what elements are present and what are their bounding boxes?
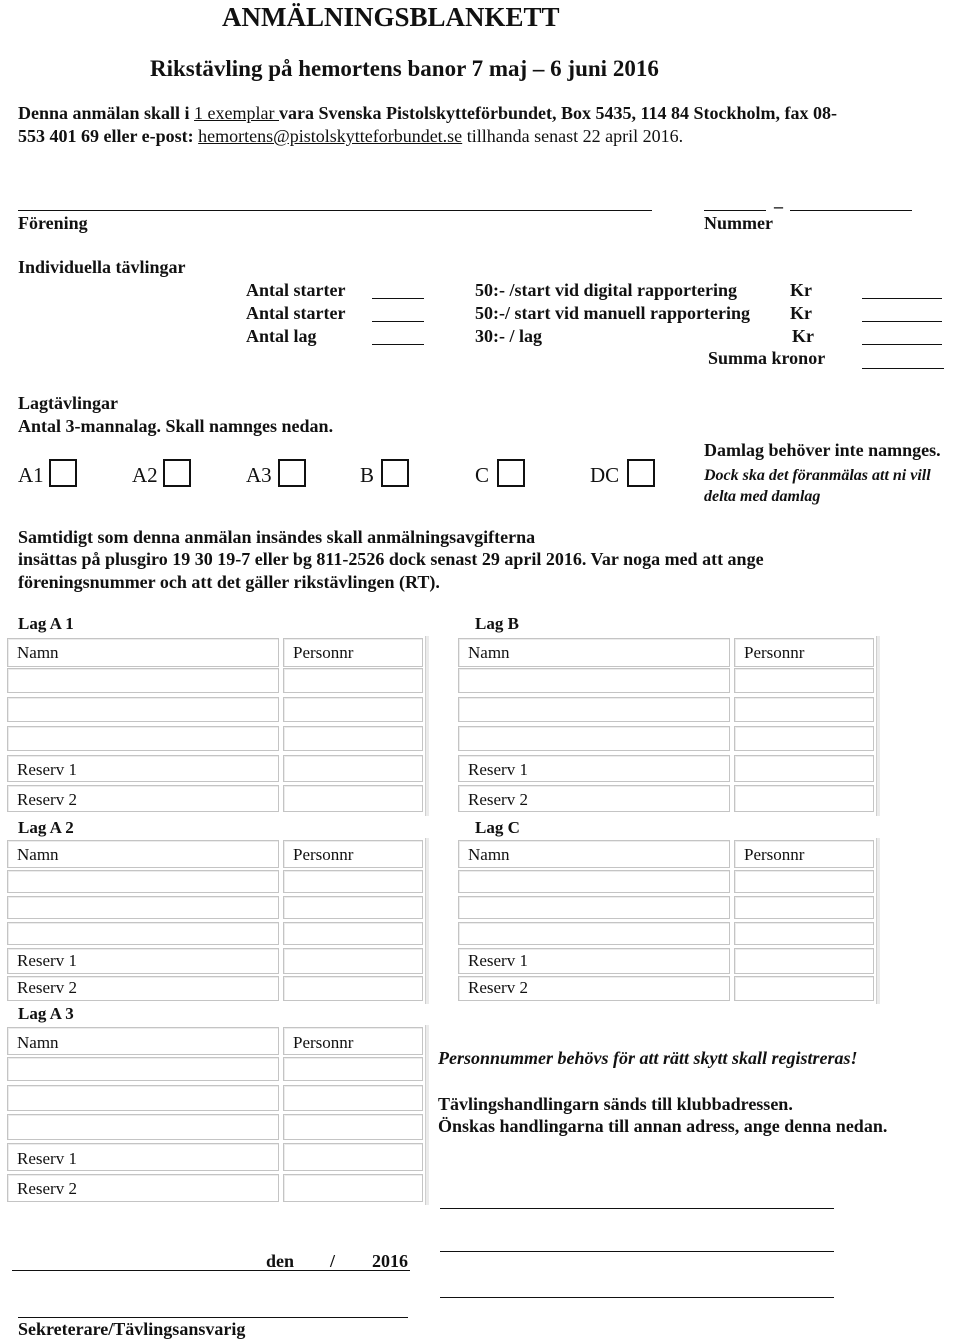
personnr-input-1[interactable] — [283, 668, 423, 693]
handlingar-note-1: Tävlingshandlingarn sänds till klubbadressen. — [438, 1094, 793, 1114]
damlag-note: Damlag behöver inte namnges. — [704, 440, 941, 460]
personnr-input-2[interactable] — [734, 697, 874, 722]
reserv2-label: Reserv 2 — [17, 978, 77, 997]
class-label-dc: DC — [590, 463, 620, 487]
table-shadow — [425, 838, 429, 1004]
personnr-input-3[interactable] — [734, 726, 874, 751]
team-table-c — [456, 838, 876, 1004]
reserv1-personnr[interactable] — [734, 948, 874, 974]
payment-line-1: Samtidigt som denna anmälan insändes skall anmälningsavgifterna — [18, 527, 536, 547]
namn-header: Namn — [17, 643, 59, 662]
price-manuell: 50:-/ start vid manuell rapportering — [475, 303, 750, 323]
reserv1-personnr[interactable] — [283, 948, 423, 974]
intro-email-link[interactable]: hemortens@pistolskytteforbundet.se — [198, 126, 463, 146]
address-line-1[interactable] — [440, 1208, 834, 1209]
personnr-input-1[interactable] — [734, 668, 874, 693]
kr-label-2: Kr — [790, 303, 812, 323]
kr-field-3[interactable] — [862, 344, 942, 345]
namn-input-2[interactable] — [458, 697, 730, 722]
reserv1-personnr[interactable] — [734, 755, 874, 782]
personnr-header: Personnr — [293, 643, 354, 662]
nummer-label: Nummer — [704, 213, 773, 233]
class-checkbox-a3[interactable] — [278, 459, 306, 487]
personnr-input-1[interactable] — [283, 1057, 423, 1081]
namn-header: Namn — [468, 643, 510, 662]
date-den: den — [266, 1251, 295, 1271]
lagtavlingar-heading: Lagtävlingar — [18, 393, 119, 413]
personnummer-note: Personnummer behövs för att rätt skytt skall registreras! — [438, 1048, 858, 1068]
team-table-a1 — [5, 636, 425, 816]
team-table-a3 — [5, 1025, 425, 1205]
individual-heading: Individuella tävlingar — [18, 257, 186, 277]
reserv1-personnr[interactable] — [283, 1143, 423, 1171]
payment-line-2: insättas på plusgiro 19 30 19-7 eller bg 811-2526 dock senast 29 april 2016. Var noga med att ange — [18, 549, 764, 569]
reserv2-label: Reserv 2 — [17, 790, 77, 809]
reserv2-personnr[interactable] — [283, 1174, 423, 1202]
personnr-input-3[interactable] — [734, 922, 874, 945]
team-title-a3: Lag A 3 — [18, 1004, 74, 1023]
team-table-a2 — [5, 838, 425, 1004]
personnr-input-1[interactable] — [734, 870, 874, 893]
lagtavlingar-subheading: Antal 3-mannalag. Skall namnges nedan. — [18, 416, 334, 436]
payment-line-3: föreningsnummer och att det gäller rikstävlingen (RT). — [18, 572, 440, 592]
team-title-b: Lag B — [475, 614, 519, 633]
date-year: 2016 — [372, 1251, 408, 1271]
namn-header: Namn — [17, 845, 59, 864]
class-checkbox-a1[interactable] — [49, 459, 77, 487]
personnr-header: Personnr — [293, 845, 354, 864]
personnr-input-2[interactable] — [283, 697, 423, 722]
table-shadow — [425, 1025, 429, 1205]
namn-input-1[interactable] — [7, 1057, 279, 1081]
namn-input-2[interactable] — [7, 896, 279, 919]
personnr-input-3[interactable] — [283, 726, 423, 751]
table-shadow — [876, 636, 880, 816]
reserv2-label: Reserv 2 — [468, 978, 528, 997]
namn-input-2[interactable] — [7, 697, 279, 722]
reserv1-label: Reserv 1 — [468, 760, 528, 779]
class-label-a2: A2 — [132, 463, 158, 487]
kr-label-3: Kr — [792, 326, 814, 346]
form-subtitle: Rikstävling på hemortens banor 7 maj – 6 juni 2016 — [150, 56, 659, 81]
forening-field[interactable] — [18, 210, 652, 211]
namn-input-3[interactable] — [458, 726, 730, 751]
class-checkbox-c[interactable] — [497, 459, 525, 487]
namn-input-3[interactable] — [7, 1114, 279, 1140]
nummer-dash: _ — [774, 190, 783, 210]
summa-field[interactable] — [862, 368, 944, 369]
signature-line[interactable] — [18, 1317, 408, 1318]
personnr-input-3[interactable] — [283, 1114, 423, 1140]
table-shadow — [425, 636, 429, 816]
namn-input-3[interactable] — [458, 922, 730, 945]
personnr-input-2[interactable] — [283, 896, 423, 919]
forening-label: Förening — [18, 213, 88, 233]
antal-lag-label: Antal lag — [246, 326, 317, 346]
namn-input-1[interactable] — [7, 870, 279, 893]
damlag-italic-1: Dock ska det föranmälas att ni vill — [704, 467, 931, 484]
namn-header: Namn — [17, 1033, 59, 1052]
table-shadow — [876, 838, 880, 1004]
class-label-a3: A3 — [246, 463, 272, 487]
address-line-3[interactable] — [440, 1297, 834, 1298]
namn-header: Namn — [468, 845, 510, 864]
team-title-a1: Lag A 1 — [18, 614, 74, 633]
namn-input-1[interactable] — [7, 668, 279, 693]
personnr-header: Personnr — [293, 1033, 354, 1052]
price-lag: 30:- / lag — [475, 326, 542, 346]
reserv2-label: Reserv 2 — [17, 1179, 77, 1198]
reserv2-personnr[interactable] — [734, 976, 874, 1001]
reserv1-label: Reserv 1 — [17, 951, 77, 970]
namn-input-2[interactable] — [7, 1085, 279, 1111]
price-digital: 50:- /start vid digital rapportering — [475, 280, 737, 300]
class-label-c: C — [475, 463, 490, 487]
team-title-c: Lag C — [475, 818, 520, 837]
kr-field-1[interactable] — [862, 298, 942, 299]
reserv2-personnr[interactable] — [283, 785, 423, 812]
kr-label-1: Kr — [790, 280, 812, 300]
team-table-b — [456, 636, 876, 816]
summa-label: Summa kronor — [708, 348, 826, 368]
kr-field-2[interactable] — [862, 321, 942, 322]
handlingar-note-2: Önskas handlingarna till annan adress, ange denna nedan. — [438, 1116, 888, 1136]
namn-input-2[interactable] — [458, 896, 730, 919]
namn-input-1[interactable] — [458, 668, 730, 693]
reserv1-label: Reserv 1 — [468, 951, 528, 970]
reserv1-label: Reserv 1 — [17, 760, 77, 779]
intro-line-1: Denna anmälan skall i 1 exemplar vara Svenska Pistolskytteförbundet, Box 5435, 114 84 Stockholm, fax 08- — [18, 103, 838, 123]
personnr-header: Personnr — [744, 643, 805, 662]
team-title-a2: Lag A 2 — [18, 818, 74, 837]
antal-starter-manuell-label: Antal starter — [246, 303, 346, 323]
personnr-input-2[interactable] — [283, 1085, 423, 1111]
antal-starter-digital-field[interactable] — [372, 298, 424, 299]
signature-label: Sekreterare/Tävlingsansvarig — [18, 1319, 246, 1339]
namn-input-1[interactable] — [458, 870, 730, 893]
reserv2-personnr[interactable] — [283, 976, 423, 1001]
class-label-b: B — [360, 463, 375, 487]
reserv2-label: Reserv 2 — [468, 790, 528, 809]
date-line[interactable] — [12, 1270, 410, 1271]
class-checkbox-a2[interactable] — [163, 459, 191, 487]
personnr-input-1[interactable] — [283, 870, 423, 893]
personnr-input-2[interactable] — [734, 896, 874, 919]
personnr-header: Personnr — [744, 845, 805, 864]
antal-starter-manuell-field[interactable] — [372, 321, 424, 322]
class-label-a1: A1 — [18, 463, 44, 487]
reserv1-personnr[interactable] — [283, 755, 423, 782]
intro-line-2: 553 401 69 eller e-post: hemortens@pistolskytteforbundet.se tillhanda senast 22 april 2016. — [18, 126, 684, 146]
reserv1-label: Reserv 1 — [17, 1149, 77, 1168]
namn-input-3[interactable] — [7, 922, 279, 945]
reserv2-personnr[interactable] — [734, 785, 874, 812]
nummer-field-part2[interactable] — [790, 210, 912, 211]
personnr-input-3[interactable] — [283, 922, 423, 945]
antal-lag-field[interactable] — [372, 344, 424, 345]
address-line-2[interactable] — [440, 1251, 834, 1252]
class-checkbox-b[interactable] — [381, 459, 409, 487]
class-checkbox-dc[interactable] — [627, 459, 655, 487]
form-title: ANMÄLNINGSBLANKETT — [222, 2, 560, 32]
namn-input-3[interactable] — [7, 726, 279, 751]
damlag-italic-2: delta med damlag — [704, 488, 821, 505]
date-slash: / — [330, 1251, 336, 1271]
nummer-field-part1[interactable] — [704, 210, 766, 211]
antal-starter-digital-label: Antal starter — [246, 280, 346, 300]
intro-copies: 1 exemplar — [194, 103, 280, 123]
